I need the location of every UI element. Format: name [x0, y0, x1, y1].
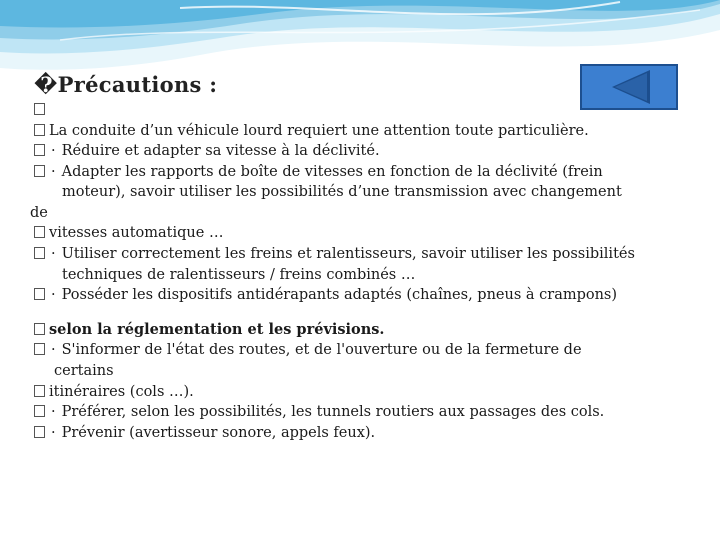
text-line: itinéraires (cols …).	[34, 382, 694, 403]
text-line-continued: moteur), savoir utiliser les possibilités d’une transmission avec changement	[62, 184, 622, 201]
missing-glyph-box-icon	[34, 103, 45, 115]
bullet-line: · Prévenir (avertisseur sonore, appels feux).	[34, 423, 694, 444]
text-line	[34, 100, 694, 121]
bullet-line: · Posséder les dispositifs antidérapants adaptés (chaînes, pneus à crampons)	[34, 285, 694, 306]
missing-glyph-box-icon	[34, 124, 45, 136]
bullet-line: · Utiliser correctement les freins et ralentisseurs, savoir utiliser les possibilités	[34, 244, 694, 265]
text-line: La conduite d’un véhicule lourd requiert une attention toute particulière.	[34, 121, 694, 142]
text-line: selon la réglementation et les prévisions.	[34, 320, 694, 341]
missing-glyph-box-icon	[34, 165, 45, 177]
text-line-continued: techniques de ralentisseurs / freins combinés …	[62, 266, 416, 283]
missing-glyph-box-icon	[34, 385, 45, 397]
text-line-continued: de	[30, 204, 48, 221]
text-line: vitesses automatique …	[34, 223, 694, 244]
slide-body	[30, 100, 694, 443]
missing-glyph-box-icon	[34, 343, 45, 355]
missing-glyph-box-icon	[34, 405, 45, 417]
bullet-line: · S'informer de l'état des routes, et de l'ouverture ou de la fermeture de	[34, 340, 694, 361]
slide-title: �Précautions :	[34, 72, 218, 97]
missing-glyph-box-icon	[34, 144, 45, 156]
missing-glyph-box-icon	[34, 226, 45, 238]
missing-glyph-box-icon	[34, 288, 45, 300]
text-line-continued: certains	[54, 362, 114, 379]
missing-glyph-box-icon	[34, 247, 45, 259]
missing-glyph-box-icon	[34, 323, 45, 335]
bullet-line: · Réduire et adapter sa vitesse à la déclivité.	[34, 141, 694, 162]
bullet-line: · Préférer, selon les possibilités, les tunnels routiers aux passages des cols.	[34, 402, 694, 423]
bullet-line: · Adapter les rapports de boîte de vitesses en fonction de la déclivité (frein	[34, 162, 694, 183]
missing-glyph-box-icon	[34, 426, 45, 438]
